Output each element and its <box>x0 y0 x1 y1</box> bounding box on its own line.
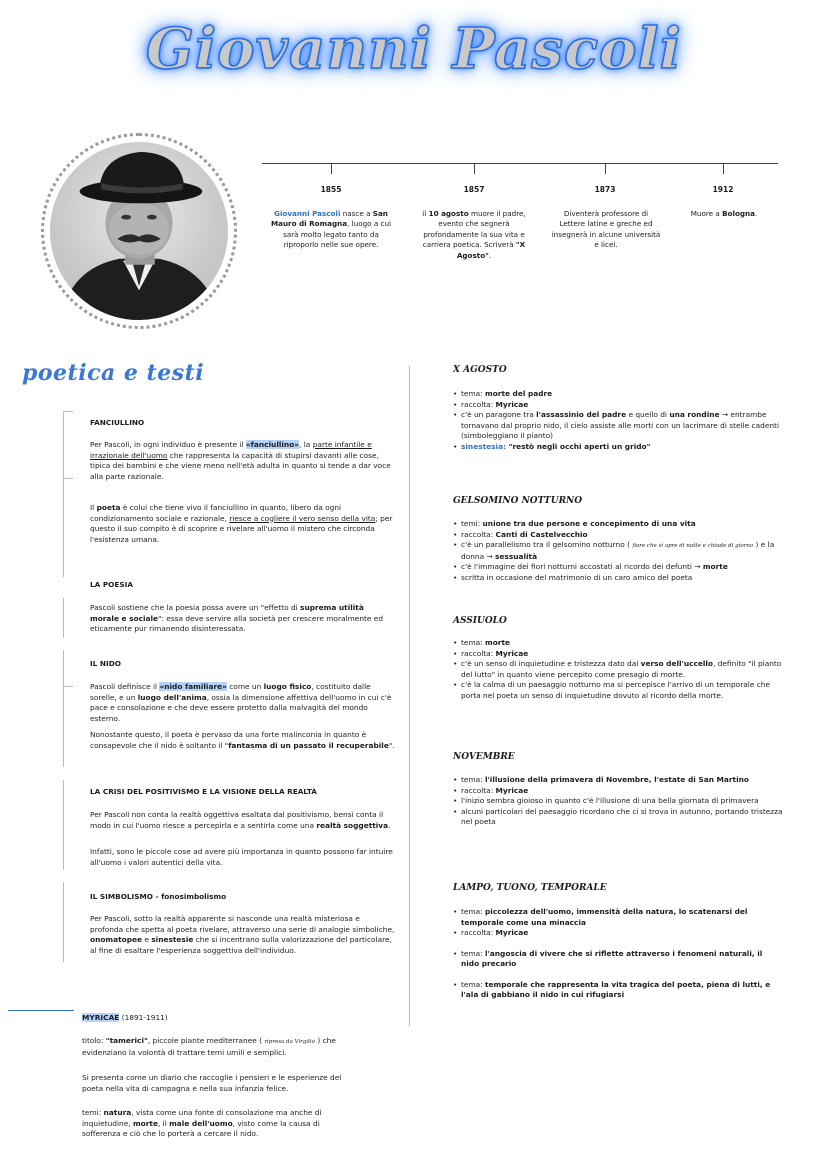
text-run: tema: <box>461 979 486 989</box>
list-item <box>453 530 783 541</box>
text-run: nasce a <box>340 209 373 218</box>
list-item <box>453 400 783 411</box>
poem-notes-list <box>453 775 783 828</box>
text-run: unione tra due persone e concepimento di una vita <box>482 519 696 528</box>
poem-notes-list <box>453 638 783 701</box>
section-divider <box>63 882 64 962</box>
list-item <box>453 389 783 400</box>
poem-title: LAMPO, TUONO, TEMPORALE <box>453 883 607 893</box>
text-run: poeta <box>96 503 121 512</box>
list-item <box>453 410 783 442</box>
text-run: l'inizio sembra gioioso in quanto c'è l'illusione di una bella giornata di primavera <box>461 796 759 805</box>
text-run: , vista come una fonte di consolazione ma anche di inquietudine, <box>82 1108 322 1128</box>
text-run: . <box>755 209 758 218</box>
text-run: Per Pascoli, sotto la realtà apparente si nasconde una realtà misteriosa e profonda che spetta al poeta rivelare, attraverso una serie di analogie simboliche, <box>90 914 395 934</box>
text-run: tema: <box>461 638 486 647</box>
text-run: . <box>488 250 492 260</box>
portrait-illustration <box>50 142 228 320</box>
text-run: temi: <box>82 1108 104 1117</box>
list-item <box>453 680 783 701</box>
paragraph <box>82 1108 352 1140</box>
list-item <box>453 980 783 1001</box>
list-item <box>453 562 783 573</box>
section-heading-poesia: LA POESIA <box>90 580 133 589</box>
text-run: Pascoli definisce il <box>90 682 160 691</box>
text-run: , il <box>157 1118 170 1128</box>
text-run: c'è la calma di un paesaggio notturno ma si percepisce l'arrivo di un temporale che porta nel poeta un senso di inquietudine dovuto al ricordo della morte. <box>461 680 771 700</box>
text-run: titolo: <box>82 1036 106 1045</box>
text-run: verso dell'uccello <box>640 659 713 668</box>
timeline-year: 1912 <box>712 185 734 194</box>
text-run: morte <box>132 1118 158 1128</box>
paragraph <box>90 847 395 868</box>
paragraph <box>90 603 395 635</box>
timeline-tick <box>723 163 724 174</box>
timeline-event-text <box>550 209 662 251</box>
section-heading-fanciullino: FANCIULLINO <box>90 418 145 427</box>
section-title-poetica: poetica e testi <box>22 360 205 386</box>
text-run: MYRICAE <box>82 1013 120 1022</box>
section-heading-simbolismo: IL SIMBOLISMO - fonosimbolismo <box>90 892 227 901</box>
text-run: ". <box>388 740 395 750</box>
text-run: raccolta: <box>461 928 496 937</box>
text-run: luogo dell'anima <box>137 692 207 702</box>
section-divider <box>63 686 73 687</box>
poem-title: X AGOSTO <box>453 365 507 375</box>
myricae-heading <box>82 1013 352 1024</box>
text-run: , la <box>299 440 313 449</box>
timeline-tick <box>605 163 606 174</box>
text-run: e quello di <box>626 410 670 419</box>
poem-notes-list <box>453 907 783 1001</box>
list-item <box>453 519 783 530</box>
text-run: piccolezza dell'uomo, immensità della natura, lo scatenarsi del temporale come una minaccia <box>461 907 748 927</box>
text-run: fantasma di un passato il recuperabile <box>228 740 389 750</box>
text-run: che si incentrano sulla valorizzazione del particolare, al fine di esaltare l'esperienza soggettiva dell'individuo. <box>90 935 392 955</box>
text-run: come un <box>226 682 264 691</box>
list-item <box>453 786 783 797</box>
list-item <box>453 807 783 828</box>
text-run: raccolta: <box>461 399 496 409</box>
text-run: , definito "il pianto del lutto" in quanto viene percepito come presagio di morte. <box>461 659 782 679</box>
text-run: ) e la donna → <box>461 540 775 561</box>
list-item <box>453 659 783 680</box>
text-run: sessualità <box>495 551 538 561</box>
text-run: , luogo a cui sarà molto legato tanto da riproporlo nelle sue opere. <box>283 219 392 250</box>
timeline-year: 1857 <box>463 185 485 194</box>
text-run: scritta in occasione del matrimonio di un caro amico del poeta <box>461 572 693 582</box>
text-run: Pascoli sostiene che la poesia possa avere un "effetto di <box>90 603 301 612</box>
text-run: "tamerici" <box>105 1036 148 1045</box>
timeline-year: 1855 <box>320 185 342 194</box>
section-divider <box>63 650 64 767</box>
text-run: e <box>142 935 152 944</box>
paragraph <box>90 503 395 545</box>
myricae-accent-line <box>8 1010 74 1011</box>
text-run: parte infantile e irrazionale dell'uomo <box>90 440 372 460</box>
text-run: Infatti, sono le piccole cose ad avere più importanza in quanto possono far intuire all'uomo i valori autentici della vita. <box>90 847 393 867</box>
list-item <box>453 796 783 807</box>
text-run: → entrambe tornavano dal proprio nido, il cielo assiste alle morti con un lacrimare di stelle cadenti (simboleggiano il pianto) <box>461 410 780 440</box>
list-item <box>453 928 783 939</box>
text-run: raccolta: <box>461 648 496 658</box>
text-run: raccolta: <box>461 529 496 539</box>
text-run: morte <box>485 638 510 647</box>
text-run: l'angoscia di vivere che si riflette attraverso i fenomeni naturali, il nido precario <box>461 948 763 968</box>
text-run: Per Pascoli, in ogni individuo è presente il <box>90 440 246 449</box>
text-run: Myricae <box>495 928 529 937</box>
paragraph <box>90 810 395 831</box>
timeline-event-text <box>412 209 536 261</box>
text-run: c'è un paragone tra <box>461 410 537 419</box>
text-run: alcuni particolari del paesaggio ricordano che ci si trova in autunno, portando tristezza nel poeta <box>461 806 783 826</box>
text-run: morte <box>702 562 728 571</box>
text-run: (1891-1911) <box>119 1013 168 1022</box>
text-run: Myricae <box>495 785 529 795</box>
list-item <box>453 573 783 584</box>
text-run: l'illusione della primavera di Novembre, l'estate di San Martino <box>485 775 749 784</box>
text-run: onomatopee <box>90 935 143 944</box>
section-divider <box>63 411 64 577</box>
text-run: Bologna <box>722 209 755 218</box>
section-divider <box>63 411 73 412</box>
text-run: "restò negli occhi aperti un grido" <box>508 441 651 451</box>
text-run: Myricae <box>495 399 529 409</box>
paragraph <box>90 682 395 724</box>
list-item <box>453 907 783 928</box>
text-run: . <box>388 820 391 830</box>
text-run: tema: <box>461 907 486 916</box>
section-divider <box>63 478 73 479</box>
text-run: temi: <box>461 519 483 528</box>
text-run: sinestesie <box>151 935 194 944</box>
list-item <box>453 540 783 562</box>
text-run: l'assassinio del padre <box>536 410 627 419</box>
timeline-tick <box>474 163 475 174</box>
timeline-year: 1873 <box>594 185 616 194</box>
text-run: sinestesia: <box>461 441 509 451</box>
text-run: c'è l'immagine dei fiori notturni accostati al ricordo dei defunti → <box>461 562 703 571</box>
text-run: Canti di Castelvecchio <box>495 529 588 539</box>
text-run: «fanciullino» <box>245 440 300 449</box>
text-run: , visto come la causa di sofferenza e ciò che lo porterà a cercare il nido. <box>82 1118 320 1138</box>
text-run: riesce a cogliere il vero senso della vita <box>229 513 376 523</box>
text-run: Myricae <box>495 648 529 658</box>
poem-title: GELSOMINO NOTTURNO <box>453 496 583 506</box>
text-run: tema: <box>461 948 486 958</box>
text-run: Per Pascoli non conta la realtà oggettiva esaltata dal positivismo, bensì conta il modo in cui l'uomo riesce a percepirla e a sentirla come una <box>90 810 384 830</box>
text-run: tema: <box>461 775 486 784</box>
poem-notes-list <box>453 519 783 583</box>
section-divider <box>63 780 64 870</box>
text-run: Giovanni Pascoli <box>274 209 341 218</box>
portrait-photo <box>41 133 237 329</box>
text-run: raccolta: <box>461 785 496 795</box>
text-run: , ossia la dimensione affettiva dell'uomo in cui c'è pace e consolazione e che deve essere protetto dalla malvagità del mondo esterno. <box>90 692 392 723</box>
text-run: Muore a <box>690 209 723 218</box>
timeline-line <box>262 163 778 164</box>
text-run: ) che evidenziano la volontà di trattare temi umili e semplici. <box>82 1036 336 1057</box>
text-run: Diventerà professore di Lettere latine e greche ed insegnerà in alcune università e licei. <box>551 209 661 250</box>
paragraph <box>82 1073 352 1094</box>
text-run: c'è un senso di inquietudine e tristezza dato dal <box>461 659 641 668</box>
text-run: tema: <box>461 389 486 398</box>
timeline-event-text <box>269 209 393 251</box>
text-run: morte del padre <box>485 389 553 398</box>
list-item <box>453 649 783 660</box>
text-run: il <box>422 209 429 218</box>
text-run: "X Agosto" <box>456 240 526 260</box>
text-run: Nonostante questo, il poeta è pervaso da una forte malinconia in quanto è consapevole che il nido è soltanto il " <box>90 730 367 750</box>
page-title: Giovanni Pascoli <box>146 16 682 82</box>
section-heading-nido: IL NIDO <box>90 659 121 668</box>
text-run: natura <box>103 1108 132 1117</box>
text-run: , piccole piante mediterranee ( <box>147 1036 265 1045</box>
list-item <box>453 949 783 970</box>
section-divider <box>63 598 64 638</box>
text-run: , costituito dalle sorelle, e un <box>90 682 371 702</box>
text-run: Si presenta come un diario che raccoglie i pensieri e le esperienze del poeta nella vita di campagna e nella sua infanzia felice. <box>82 1073 342 1093</box>
paragraph <box>90 440 395 482</box>
text-run: una rondine <box>669 410 720 419</box>
text-run: fiore che si apre di notte e chiude di giorno <box>632 543 754 549</box>
timeline-tick <box>331 163 332 174</box>
poem-notes-list <box>453 389 783 452</box>
paragraph <box>90 730 395 751</box>
section-heading-positivismo: LA CRISI DEL POSITIVISMO E LA VISIONE DELLA REALTÀ <box>90 787 317 796</box>
text-run: luogo fisico <box>263 682 312 691</box>
text-run: ": essa deve servire alla società per crescere moralmente ed eticamente pur rimanendo disinteressata. <box>90 613 384 633</box>
text-run: ; per questo il suo compito è di scoprire e rivelare all'uomo il mistero che circonda l'esistenza umana. <box>90 513 393 544</box>
column-divider <box>409 366 410 1026</box>
list-item <box>453 775 783 786</box>
list-item <box>453 442 783 453</box>
poem-title: ASSIUOLO <box>453 616 507 626</box>
poem-title: NOVEMBRE <box>453 752 515 762</box>
text-run: c'è un parallelismo tra il gelsomino notturno ( <box>461 540 633 549</box>
text-run: è colui che tiene vivo il fanciullino in quanto, libero da ogni condizionamento sociale e razionale, <box>90 503 342 523</box>
text-run: muore il padre, evento che segnerà profondamente la sua vita e carriera poetica. Scriverà <box>422 209 526 250</box>
text-run: temporale che rappresenta la vita tragica del poeta, piena di lutti, e l'ala di gabbiano il nido in cui rifugiarsi <box>461 979 771 999</box>
list-item <box>453 638 783 649</box>
text-run: suprema utilità morale e sociale <box>90 603 364 623</box>
paragraph <box>82 1036 352 1058</box>
text-run: Il <box>90 503 97 512</box>
paragraph <box>90 914 395 956</box>
text-run: realtà soggettiva <box>316 820 389 830</box>
text-run: male dell'uomo <box>169 1118 233 1128</box>
text-run: ripresa da Virgilio <box>264 1039 315 1045</box>
text-run: San Mauro di Romagna <box>270 209 388 229</box>
timeline-event-text <box>672 209 776 219</box>
text-run: «nido familiare» <box>159 682 227 691</box>
text-run: che rappresenta la capacità di stupirsi davanti alle cose, tipica dei bambini e che viene meno nell'età adulta in quanto si tende a dar voce alla parte razionale. <box>90 450 391 481</box>
text-run: 10 agosto <box>428 209 469 218</box>
